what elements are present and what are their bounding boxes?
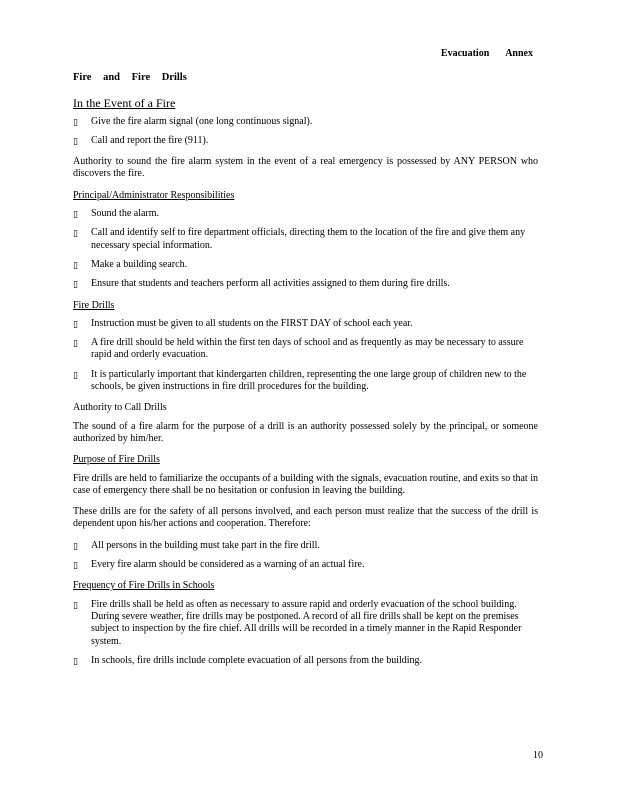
bullet-icon: ▯ xyxy=(73,259,78,270)
page-content xyxy=(73,72,538,676)
bullet-icon: ▯ xyxy=(73,655,78,666)
list-principal-responsibilities xyxy=(73,208,538,290)
heading-fire-drills: Fire Drills xyxy=(73,299,115,311)
heading-event-of-fire: In the Event of a Fire xyxy=(73,96,176,111)
list-purpose xyxy=(73,540,538,572)
list-item: ▯ Every fire alarm should be considered as a warning of an actual fire. xyxy=(73,559,365,571)
bullet-icon: ▯ xyxy=(73,369,78,380)
bullet-icon: ▯ xyxy=(73,540,78,551)
list-event-of-fire xyxy=(73,116,538,148)
list-item: ▯ Give the fire alarm signal (one long continuous signal). xyxy=(73,115,313,127)
bullet-icon: ▯ xyxy=(73,279,78,290)
heading-authority-to-call-drills: Authority to Call Drills xyxy=(73,402,167,414)
list-item: ▯ Make a building search. xyxy=(73,258,188,270)
bullet-icon: ▯ xyxy=(73,599,78,610)
paragraph-purpose-1: Fire drills are held to familiarize the occupants of a building with the signals, evacuation routine, and exits so that in case of emergency there shall be no hesitation or confusion in leaving the building. xyxy=(73,472,538,496)
list-item: ▯ Call and report the fire (911). xyxy=(73,134,209,146)
paragraph-authority-to-sound: Authority to sound the fire alarm system in the event of a real emergency is possessed by ANY PERSON who discovers the fire. xyxy=(73,156,538,180)
bullet-icon: ▯ xyxy=(73,338,78,349)
list-item: ▯ Fire drills shall be held as often as necessary to assure rapid and orderly evacuation of the school building. During severe weather, fire drills may be postponed. A record of all fire drills shall be kept on the premises subject to inspection by the fire chief. All drills will be recorded in a timely manner in the Rapid Responder system. xyxy=(73,598,522,647)
list-item: ▯ Ensure that students and teachers perform all activities assigned to them during fire drills. xyxy=(73,278,450,290)
page-number: 10 xyxy=(533,750,543,761)
bullet-icon: ▯ xyxy=(73,209,78,220)
list-item: ▯ Call and identify self to fire department officials, directing them to the location of the fire and give them any necessary special information. xyxy=(73,227,526,251)
heading-purpose-of-fire-drills: Purpose of Fire Drills xyxy=(73,454,160,466)
document-title: Fire and Fire Drills xyxy=(73,72,187,83)
bullet-icon: ▯ xyxy=(73,228,78,239)
list-frequency xyxy=(73,599,538,667)
heading-frequency-of-fire-drills: Frequency of Fire Drills in Schools xyxy=(73,580,215,592)
bullet-icon: ▯ xyxy=(73,135,78,146)
bullet-icon: ▯ xyxy=(73,116,78,127)
page-header: Evacuation Annex xyxy=(440,48,533,59)
bullet-icon: ▯ xyxy=(73,560,78,571)
list-item: ▯ Sound the alarm. xyxy=(73,208,160,220)
list-item: ▯ In schools, fire drills include complete evacuation of all persons from the building. xyxy=(73,654,423,666)
list-item: ▯ All persons in the building must take part in the fire drill. xyxy=(73,539,320,551)
list-item: ▯ Instruction must be given to all students on the FIRST DAY of school each year. xyxy=(73,317,413,329)
bullet-icon: ▯ xyxy=(73,318,78,329)
list-fire-drills xyxy=(73,318,538,393)
paragraph-purpose-2: These drills are for the safety of all persons involved, and each person must realize that the success of the drill is dependent upon his/her actions and cooperation. Therefore: xyxy=(73,506,538,530)
paragraph-authority-to-call: The sound of a fire alarm for the purpose of a drill is an authority possessed solely by the principal, or someone authorized by him/her. xyxy=(73,420,538,444)
list-item: ▯ It is particularly important that kindergarten children, representing the one large group of children new to the schools, be given instructions in fire drill procedures for the building. xyxy=(73,368,527,393)
heading-principal-responsibilities: Principal/Administrator Responsibilities xyxy=(73,189,235,201)
list-item: ▯ A fire drill should be held within the first ten days of school and as frequently as may be necessary to assure rapid and orderly evacuation. xyxy=(73,337,524,361)
